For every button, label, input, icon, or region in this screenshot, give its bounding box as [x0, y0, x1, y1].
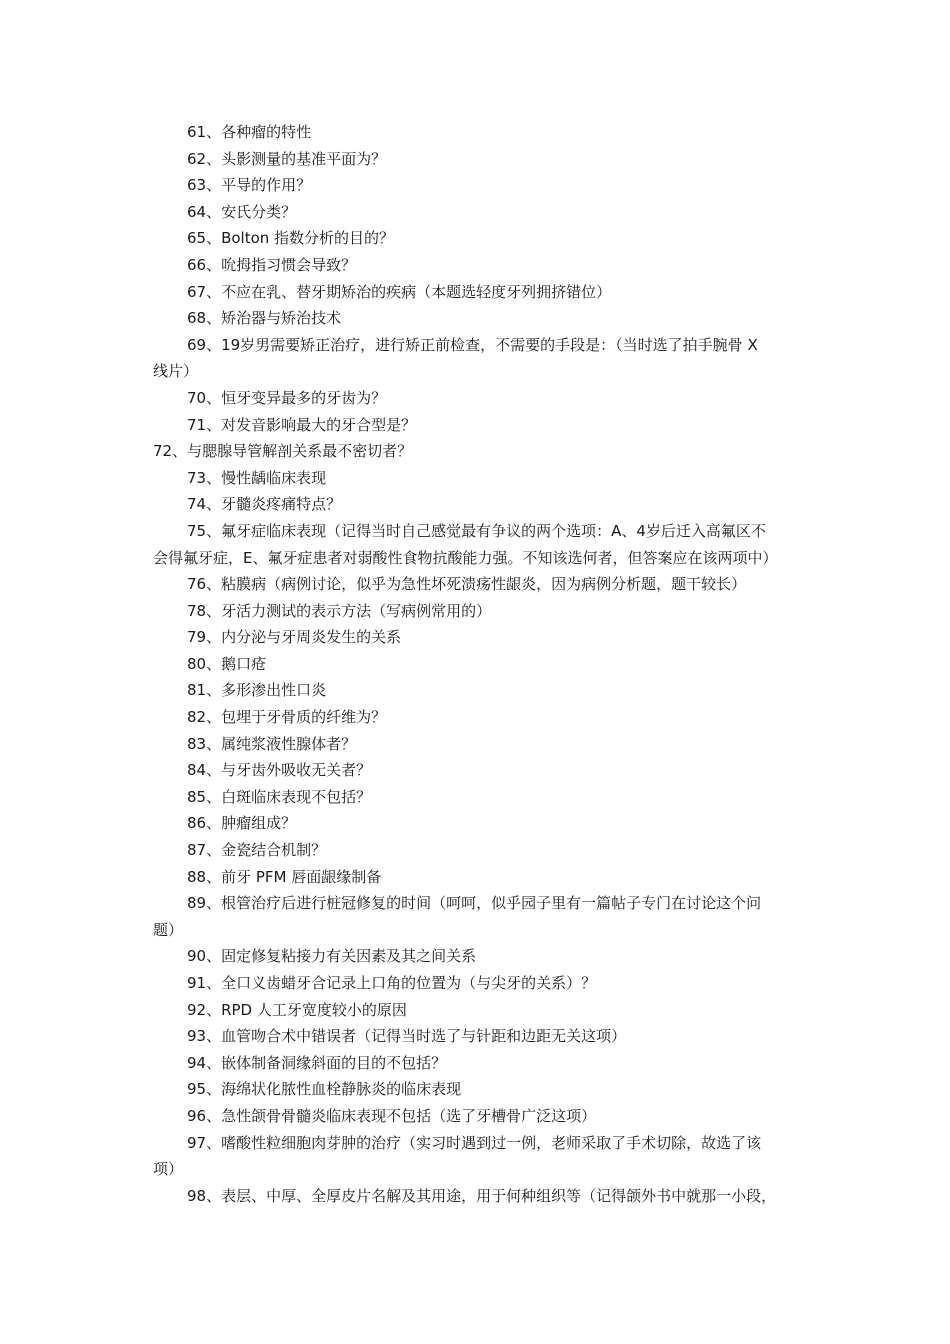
question-item: 83、属纯浆液性腺体者？	[187, 734, 357, 753]
question-item: 76、粘膜病（病例讨论，似乎为急性坏死溃疡性龈炎，因为病例分析题，题干较长）	[187, 575, 747, 594]
question-item-continuation: 题）	[153, 920, 184, 939]
question-item: 91、全口义齿蜡牙合记录上口角的位置为（与尖牙的关系）？	[187, 974, 597, 992]
question-item: 86、肿瘤组成？	[187, 814, 297, 833]
question-item: 62、头影测量的基准平面为？	[187, 149, 387, 168]
question-item: 69、19岁男需要矫正治疗，进行矫正前检查，不需要的手段是：（当时选了拍手腕骨 X	[187, 335, 758, 354]
question-item: 74、牙髓炎疼痛特点？	[187, 495, 342, 514]
question-item: 72、与腮腺导管解剖关系最不密切者？	[153, 442, 413, 461]
question-item: 98、表层、中厚、全厚皮片名解及其用途，用于何种组织等（记得颌外书中就那一小段，	[187, 1186, 777, 1205]
question-item: 79、内分泌与牙周炎发生的关系	[187, 628, 402, 647]
question-item: 94、嵌体制备洞缘斜面的目的不包括？	[187, 1053, 447, 1072]
question-item: 95、海绵状化脓性血栓静脉炎的临床表现	[187, 1080, 462, 1099]
question-item: 84、与牙齿外吸收无关者？	[187, 761, 372, 780]
question-item: 89、根管治疗后进行桩冠修复的时间（呵呵，似乎园子里有一篇帖子专门在讨论这个问	[187, 894, 762, 913]
question-item: 65、Bolton 指数分析的目的？	[187, 229, 395, 248]
question-item: 66、吮拇指习惯会导致？	[187, 255, 357, 274]
question-item: 96、急性颌骨骨髓炎临床表现不包括（选了牙槽骨广泛这项）	[187, 1106, 597, 1125]
question-item: 63、平导的作用？	[187, 176, 312, 195]
question-item: 92、RPD 人工牙宽度较小的原因	[187, 1000, 407, 1019]
question-item: 93、血管吻合术中错误者（记得当时选了与针距和边距无关这项）	[187, 1027, 627, 1046]
question-item: 64、安氏分类？	[187, 202, 297, 221]
question-item: 67、不应在乳、替牙期矫治的疾病（本题选轻度牙列拥挤错位）	[187, 282, 612, 301]
question-list	[153, 119, 837, 1209]
question-item: 75、氟牙症临床表现（记得当时自己感觉最有争议的两个选项：A、4岁后迁入高氟区不	[187, 521, 766, 540]
question-item: 90、固定修复粘接力有关因素及其之间关系	[187, 947, 477, 966]
question-item-continuation: 线片）	[153, 362, 199, 381]
question-item: 71、对发音影响最大的牙合型是？	[187, 415, 417, 434]
question-item-continuation: 项）	[153, 1160, 184, 1179]
question-item: 73、慢性龋临床表现	[187, 468, 327, 487]
question-item-continuation: 会得氟牙症，E、氟牙症患者对弱酸性食物抗酸能力强。不知该选何者，但答案应在该两项中）	[153, 548, 778, 567]
question-item: 87、金瓷结合机制？	[187, 841, 327, 860]
question-item: 61、各种瘤的特性	[187, 123, 312, 141]
question-item: 70、恒牙变异最多的牙齿为？	[187, 388, 387, 407]
question-item: 68、矫治器与矫治技术	[187, 309, 342, 328]
question-item: 88、前牙 PFM 唇面龈缘制备	[187, 867, 382, 886]
question-item: 80、鹅口疮	[187, 654, 267, 673]
question-item: 78、牙活力测试的表示方法（写病例常用的）	[187, 601, 492, 620]
question-item: 82、包埋于牙骨质的纤维为？	[187, 708, 387, 727]
question-item: 81、多形渗出性口炎	[187, 681, 327, 700]
question-item: 97、嗜酸性粒细胞肉芽肿的治疗（实习时遇到过一例，老师采取了手术切除，故选了该	[187, 1133, 762, 1152]
question-item: 85、白斑临床表现不包括？	[187, 787, 372, 806]
